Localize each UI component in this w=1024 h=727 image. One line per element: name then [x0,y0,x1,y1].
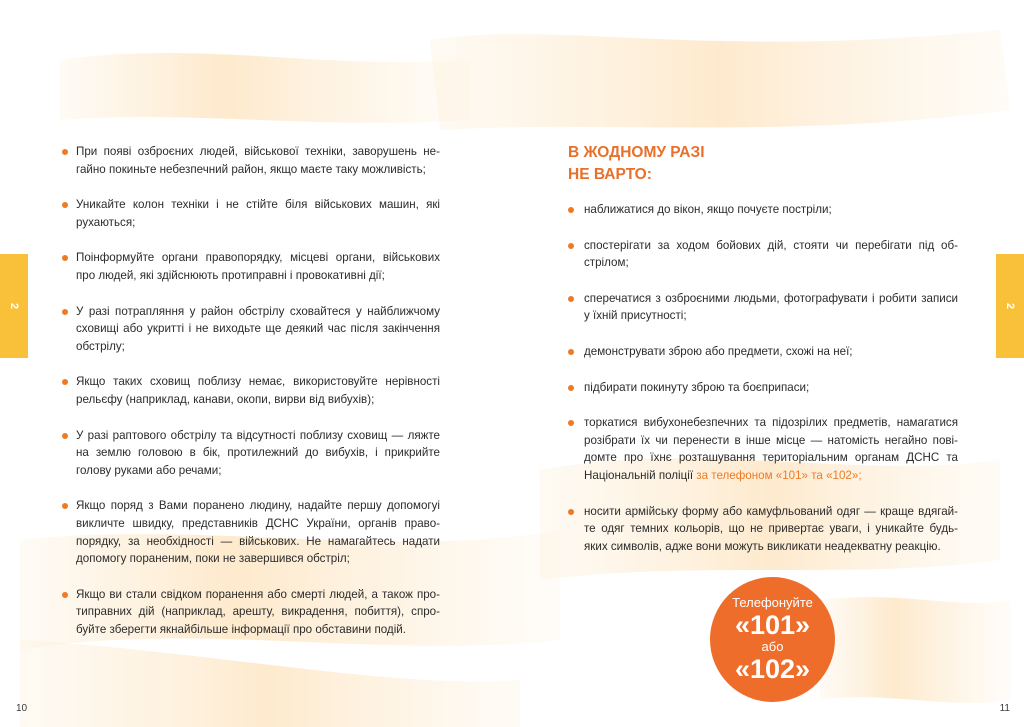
bullet-icon [62,255,68,261]
list-item: Якщо таких сховищ поблизу немає, використовуйте нерівності рельєфу (наприклад, канави, окопи, вирви від вибухів); [62,373,440,408]
bullet-icon [62,379,68,385]
bullet-icon [62,433,68,439]
section-heading [568,142,705,186]
bullet-icon [568,207,574,213]
bullet-icon [568,349,574,355]
list-item: Поінформуйте органи правопорядку, місцеві органи, військових про людей, які здійснюють протиправні і провокативні дії; [62,249,440,284]
list-item: демонструвати зброю або предмети, схожі на неї; [568,343,958,361]
list-item: Якщо поряд з Вами поранено людину, надайте першу допомогуі викличте швидку, представників ДСНС України, органів право-порядку, за необхідності — військових. Не намагайтесь надати допомогу пораненим, поки не завершився обстріл; [62,497,440,567]
list-item: сперечатися з озброєними людьми, фотографувати і робити записи у їхній присутності; [568,290,958,325]
section-tab-number: 2 [8,302,20,310]
bullet-icon [62,202,68,208]
page-number: 10 [16,703,28,714]
phone-reference: за телефоном «101» та «102»; [696,468,862,482]
bullet-icon [568,296,574,302]
list-item: підбирати покинуту зброю та боєприпаси; [568,379,958,397]
section-tab [0,254,28,358]
bullet-icon [62,149,68,155]
list-item: Якщо ви стали свідком поранення або смерті людей, а також про-типравних дій (наприклад, арешту, викрадення, побиття), спро-буйте зберегти якнайбільше інформації про обставини подій. [62,586,440,639]
or-label: або [761,639,784,654]
prohibited-actions-list [568,201,958,573]
emergency-number-102: «102» [734,654,811,684]
right-page [512,0,1024,727]
list-item: У разі раптового обстрілу та відсутності поблизу сховищ — ляжте на землю головою в бік, протилежний до вибухів, і прикрийте голову руками або речами; [62,427,440,480]
list-item: Уникайте колон техніки і не стійте біля військових машин, які рухаються; [62,196,440,231]
bullet-icon [62,503,68,509]
bullet-icon [568,420,574,426]
item-text: торкатися вибухонебезпечних та підозрілих предметів, намагатися розібрати їх чи перенести в інше місце — натомість негайно пові-домте про їхнє розташування територіальним органам ДСНС та Національній поліції [584,416,958,482]
page-number: 11 [999,703,1010,714]
list-item: При появі озброєних людей, військової техніки, заворушень не-гайно покиньте небезпечний район, якщо маєте таку можливість; [62,143,440,178]
section-tab-number: 2 [1004,302,1016,310]
bullet-icon [568,509,574,515]
list-item: спостерігати за ходом бойових дій, стояти чи перебігати під об-стрілом; [568,237,958,272]
advice-list [62,143,440,656]
call-label: Телефонуйте [732,595,813,610]
list-item [568,414,958,484]
bullet-icon [568,243,574,249]
emergency-call-badge [710,577,835,702]
bullet-icon [568,385,574,391]
section-tab [996,254,1024,358]
heading-line-1: В ЖОДНОМУ РАЗІ [568,144,705,161]
emergency-number-101: «101» [734,610,811,640]
list-item: носити армійську форму або камуфльований одяг — краще вдягай-те одяг темних кольорів, що не привертає уваги, і уникайте будь-яких символів, адже вони можуть викликати неадекватну реакцію. [568,503,958,556]
bullet-icon [62,309,68,315]
list-item: У разі потрапляння у район обстрілу сховайтеся у найближчому сховищі або укритті і не виходьте ще деякий час після закінчення обстрілу; [62,303,440,356]
heading-line-2: НЕ ВАРТО: [568,166,652,183]
list-item: наближатися до вікон, якщо почуєте постріли; [568,201,958,219]
bullet-icon [62,592,68,598]
